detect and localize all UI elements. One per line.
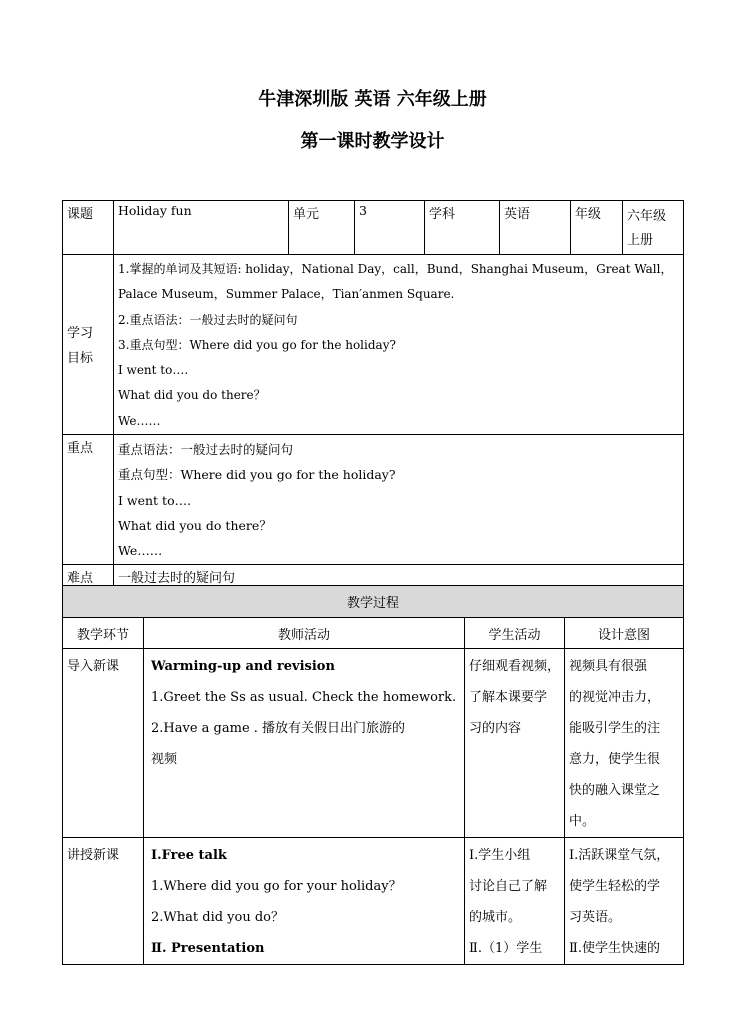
document-subtitle: 第一课时教学设计	[300, 131, 445, 152]
process-title-row	[63, 586, 684, 618]
teacher-line: 1.Greet the Ss as usual. Check the homework.	[151, 690, 457, 705]
header-student: 学生活动	[465, 618, 565, 649]
difficult-value: 一般过去时的疑问句	[114, 564, 684, 592]
process-title: 教学过程	[63, 586, 684, 618]
intent-line: 意力，使学生很	[569, 752, 661, 767]
goals-line: 2.重点语法：一般过去时的疑问句	[118, 312, 298, 327]
goals-label-line: 学习	[67, 325, 94, 341]
intent-cell	[565, 838, 684, 965]
intent-line: 视频具有很强	[569, 659, 648, 674]
teacher-line: 1.Where did you go for your holiday？	[151, 879, 402, 894]
header-intent: 设计意图	[565, 618, 684, 649]
goals-line: 3.重点句型：Where did you go for the holiday?	[118, 337, 396, 352]
student-line: 了解本课要学	[469, 690, 548, 705]
grade-label: 年级	[571, 201, 623, 255]
key-label: 重点	[63, 435, 114, 564]
intent-line: 习英语。	[569, 910, 622, 925]
intent-line: Ⅰ.活跃课堂气氛，	[569, 848, 670, 863]
process-table	[62, 585, 684, 965]
teacher-line	[151, 840, 460, 871]
key-line: I went to….	[118, 492, 192, 508]
goals-line: We……	[118, 413, 161, 428]
subject-label: 学科	[425, 201, 500, 255]
student-line: Ⅱ.（1）学生	[469, 941, 543, 956]
student-line: 的城市。	[469, 910, 522, 925]
grade-value-line: 上册	[627, 233, 654, 248]
lesson-info-table	[62, 200, 684, 593]
goals-label	[63, 255, 114, 435]
intent-line: 的视觉冲击力，	[569, 690, 661, 705]
student-line: 讨论自己了解	[469, 879, 548, 894]
goals-line: Palace Museum，Summer Palace，Tian′anmen Square.	[118, 287, 455, 302]
header-teacher: 教师活动	[144, 618, 465, 649]
teacher-heading: Ⅰ.Free talk	[151, 848, 227, 863]
student-line: 习的内容	[469, 721, 522, 736]
unit-label: 单元	[289, 201, 355, 255]
teacher-line	[151, 651, 460, 682]
process-row	[63, 649, 684, 838]
intent-line: 使学生轻松的学	[569, 879, 661, 894]
intent-line: 中。	[569, 814, 596, 829]
grade-value-line: 六年级	[627, 209, 667, 224]
topic-value: Holiday fun	[114, 201, 289, 255]
intent-line: 能吸引学生的注	[569, 721, 661, 736]
key-line: What did you do there？	[118, 517, 272, 533]
stage-cell: 讲授新课	[63, 838, 144, 965]
process-header-row	[63, 618, 684, 649]
process-row	[63, 838, 684, 965]
topic-label: 课题	[63, 201, 114, 255]
student-line: 仔细观看视频，	[469, 659, 561, 674]
goals-content	[114, 255, 684, 435]
header-stage: 教学环节	[63, 618, 144, 649]
unit-value: 3	[355, 201, 425, 255]
key-row	[63, 435, 684, 564]
goals-row	[63, 255, 684, 435]
key-line: 重点句型：Where did you go for the holiday?	[118, 467, 396, 483]
goals-line: 1.掌握的单词及其短语: holiday，National Day，call，Bund，Shanghai Museum，Great Wall，	[118, 262, 673, 276]
info-row	[63, 201, 684, 255]
student-cell	[465, 649, 565, 838]
goals-line: What did you do there？	[118, 388, 266, 403]
subject-value: 英语	[500, 201, 571, 255]
teacher-line: 2.What did you do？	[151, 910, 285, 925]
key-content	[114, 435, 684, 564]
grade-value	[623, 201, 684, 255]
document-title: 牛津深圳版 英语 六年级上册	[258, 89, 487, 110]
key-line: 重点语法：一般过去时的疑问句	[118, 442, 294, 458]
teacher-line: 2.Have a game . 播放有关假日出门旅游的	[151, 721, 406, 736]
key-line: We……	[118, 543, 163, 559]
teacher-line	[151, 933, 460, 964]
goals-line: I went to….	[118, 363, 189, 378]
teacher-heading: Ⅱ. Presentation	[151, 941, 265, 956]
student-line: Ⅰ.学生小组	[469, 848, 531, 863]
teacher-cell	[144, 649, 465, 838]
teacher-heading: Warming-up and revision	[151, 659, 335, 674]
stage-cell: 导入新课	[63, 649, 144, 838]
teacher-line: 视频	[151, 752, 178, 767]
teacher-cell	[144, 838, 465, 965]
intent-line: 快的融入课堂之	[569, 783, 661, 798]
goals-label-line: 目标	[67, 350, 94, 366]
difficult-label: 难点	[63, 564, 114, 592]
student-cell	[465, 838, 565, 965]
intent-cell	[565, 649, 684, 838]
intent-line: Ⅱ.使学生快速的	[569, 941, 660, 956]
